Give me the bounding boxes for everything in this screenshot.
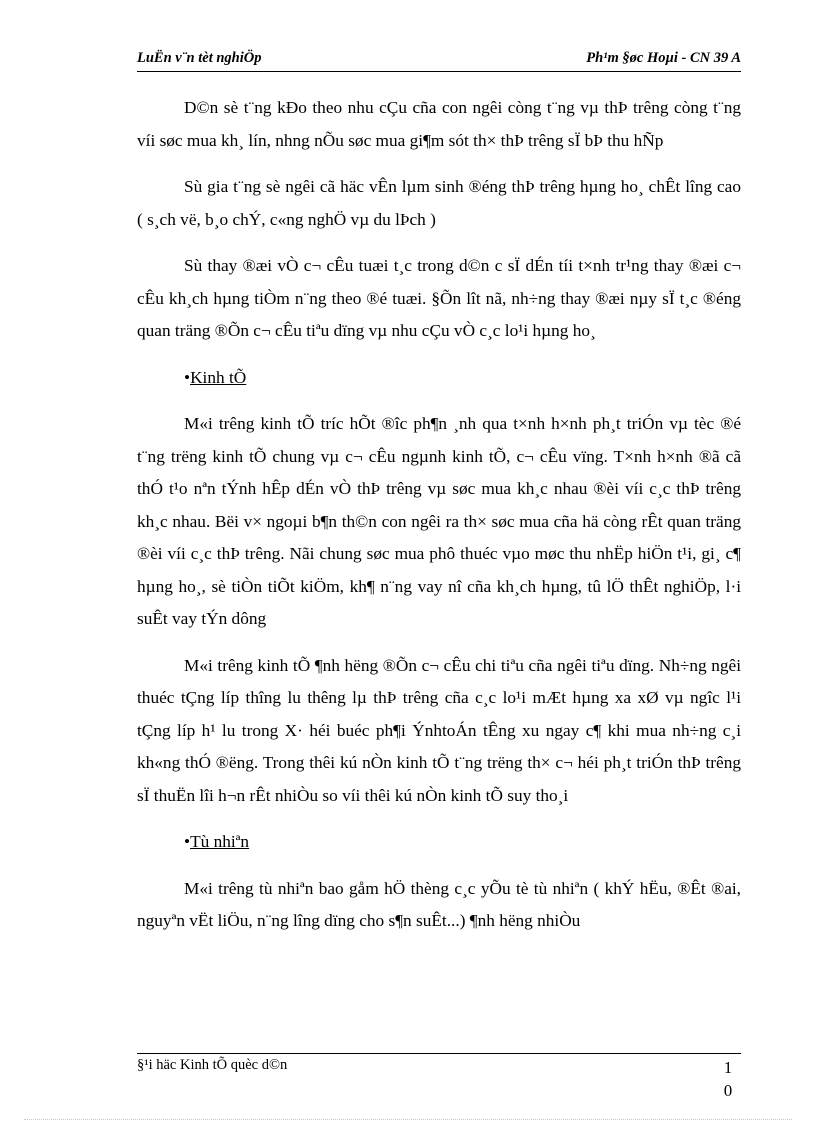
page-number-digit-2: 0 <box>723 1081 733 1100</box>
paragraph-education: Sù gia t¨ng sè ngêi cã häc vÊn lµm sinh ®éng thÞ trêng hµng ho¸ chÊt lîng cao ( s¸ch vë, b¸o chÝ, c«ng nghÖ vµ du lÞch ) <box>137 177 741 229</box>
paragraph-nature: M«i trêng tù nhiªn bao gåm hÖ thèng c¸c yÕu tè tù nhiªn ( khÝ hËu, ®Êt ®ai, nguyªn vËt liÖu, n¨ng lîng dïng cho s¶n suÊt...) ¶nh hëng nhiÒu <box>137 878 741 930</box>
paragraph-population-growth: D©n sè t¨ng kÐo theo nhu cÇu cña con ngêi còng t¨ng vµ thÞ trêng còng t¨ng víi søc mua kh¸ lín, nhng nÕu søc mua gi¶m sót th× thÞ trêng sÏ bÞ thu hÑp <box>137 98 741 150</box>
heading-nature-label: Tù nhiªn <box>190 832 250 851</box>
paragraph-economy-2: M«i trêng kinh tÕ ¶nh hëng ®Õn c¬ cÊu chi tiªu cña ngêi tiªu dïng. Nh÷ng ngêi thuéc tÇng líp thîng lu thêng lµ thÞ trêng cña c¸c lo¹i mÆt hµng xa xØ vµ ngîc l¹i tÇng líp h¹ lu trong X· héi buéc ph¶i ÝnhtoÁn tÊng xu ngay c¶ khi mua nh÷ng c¸i kh«ng thÓ ®ëng. Trong thêi kú nÒn kinh tÕ t¨ng trëng th× c¬ héi ph¸t triÓn thÞ trêng sÏ thuËn lîi h¬n rÊt nhiÒu so víi thêi kú nÒn kinh tÕ suy tho¸i <box>137 655 741 805</box>
page-body <box>137 92 741 952</box>
bullet-icon: • <box>184 832 191 851</box>
page-header <box>137 50 741 70</box>
heading-economy-label: Kinh tÕ <box>190 367 247 387</box>
footer-rule <box>137 1053 741 1054</box>
page-number-digit-1: 1 <box>723 1058 733 1077</box>
page-number <box>717 1056 739 1102</box>
heading-nature <box>137 826 741 859</box>
header-thesis-title: LuËn v¨n tèt nghiÖp <box>137 50 262 66</box>
paragraph-economy-1: M«i trêng kinh tÕ tríc hÕt ®îc ph¶n ¸nh qua t×nh h×nh ph¸t triÓn vµ tèc ®é t¨ng trëng kinh tÕ chung vµ c¬ cÊu ngµnh kinh tÕ, c¬ cÊu vïng. T×nh h×nh ®ã cã thÓ t¹o nªn tÝnh hÊp dÉn vÒ thÞ trêng vµ søc mua kh¸c nhau ®èi víi c¸c thÞ trêng kh¸c nhau. Bëi v× ngoµi b¶n th©n con ngêi ra th× søc mua cña hä còng rÊt quan träng ®èi víi c¸c thÞ trêng. Nãi chung søc mua phô thuéc vµo møc thu nhËp hiÖn t¹i, gi¸ c¶ hµng ho¸, sè tiÒn tiÕt kiÖm, kh¶ n¨ng vay nî cña kh¸ch hµng, tû lÖ thÊt nghiÖp, l·i suÊt vay tÝn dông <box>137 414 741 628</box>
page-edge-divider <box>24 1119 792 1120</box>
heading-economy <box>137 362 741 395</box>
header-rule <box>137 71 741 72</box>
footer-university: §¹i häc Kinh tÕ quèc d©n <box>137 1057 288 1073</box>
bullet-icon: • <box>184 367 191 387</box>
paragraph-age-structure: Sù thay ®æi vÒ c¬ cÊu tuæi t¸c trong d©n c sÏ dÉn tíi t×nh tr¹ng thay ®æi c¬ cÊu kh¸ch hµng tiÒm n¨ng theo ®é tuæi. §Õn lît nã, nh÷ng thay ®æi nµy sÏ t¸c ®éng quan träng ®Õn c¬ cÊu tiªu dïng vµ nhu cÇu vÒ c¸c lo¹i hµng ho¸ <box>137 256 741 340</box>
header-author: Ph¹m §øc Hoµi - CN 39 A <box>586 50 741 66</box>
